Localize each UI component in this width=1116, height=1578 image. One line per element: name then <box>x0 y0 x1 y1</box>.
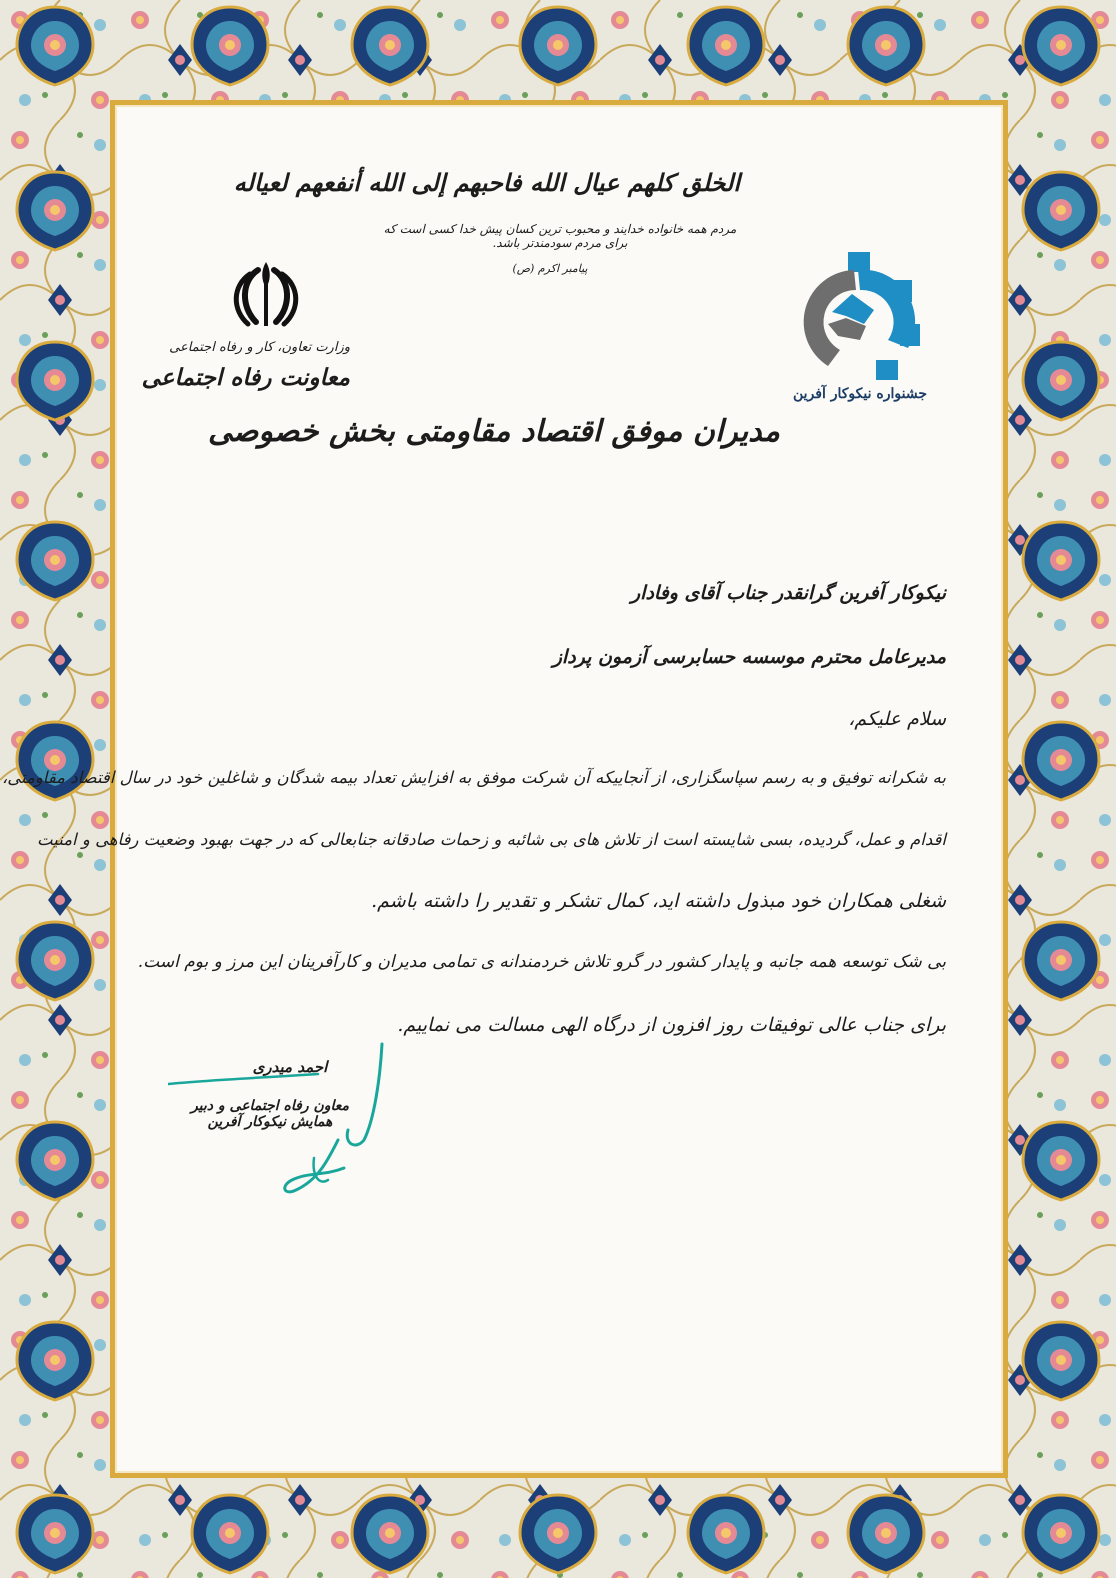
body-line-greeting: سلام علیکم، <box>848 708 946 730</box>
festival-name: جشنواره نیکوکار آفرین <box>793 386 927 402</box>
body-line-3: شغلی همکاران خود مبذول داشته اید، کمال تشکر و تقدیر را داشته باشم. <box>371 890 946 912</box>
iran-emblem-icon <box>228 258 304 330</box>
body-line-2: اقدام و عمل، گردیده، بسی شایسته است از تلاش های بی شائبه و زحمات صادقانه جنابعالی که در جهت بهبود وضعیت رفاهی و امنیت <box>37 830 946 849</box>
signatory-title: معاون رفاه اجتماعی و دبیر همایش نیکوکار آفرین <box>190 1098 350 1130</box>
deputy-name: معاونت رفاه اجتماعی <box>141 364 350 391</box>
hadith-translation: مردم همه خانواده خدایند و محبوب ترین کسان پیش خدا کسی است که برای مردم سودمندتر باشد. <box>383 222 737 250</box>
body-line-recipient: نیکوکار آفرین گرانقدر جناب آقای وفادار <box>630 582 946 604</box>
body-line-5: برای جناب عالی توفیقات روز افزون از درگاه الهی مسالت می نماییم. <box>397 1014 946 1036</box>
ministry-name: وزارت تعاون، کار و رفاه اجتماعی <box>169 340 350 355</box>
gear-handshake-logo-icon <box>788 252 928 386</box>
header-verse: الخلق کلهم عیال الله فاحبهم إلی الله أنفعهم لعیاله <box>233 168 740 197</box>
handwritten-signature <box>168 1040 398 1210</box>
body-line-4: بی شک توسعه همه جانبه و پایدار کشور در گرو تلاش خردمندانه ی تمامی مدیران و کارآفرینان این مرز و بوم است. <box>137 952 946 972</box>
certificate-title: مدیران موفق اقتصاد مقاومتی بخش خصوصی <box>208 414 780 449</box>
body-line-position: مدیرعامل محترم موسسه حسابرسی آزمون پرداز <box>552 646 946 668</box>
hadith-source: پیامبر اکرم (ص) <box>512 262 588 275</box>
signatory-name: احمد میدری <box>252 1058 328 1076</box>
body-line-1: به شکرانه توفیق و به رسم سپاسگزاری، از آنجاییکه آن شرکت موفق به افزایش تعداد بیمه شدگان و شاغلین خود در سال اقتصاد مقاومتی، <box>1 768 946 787</box>
